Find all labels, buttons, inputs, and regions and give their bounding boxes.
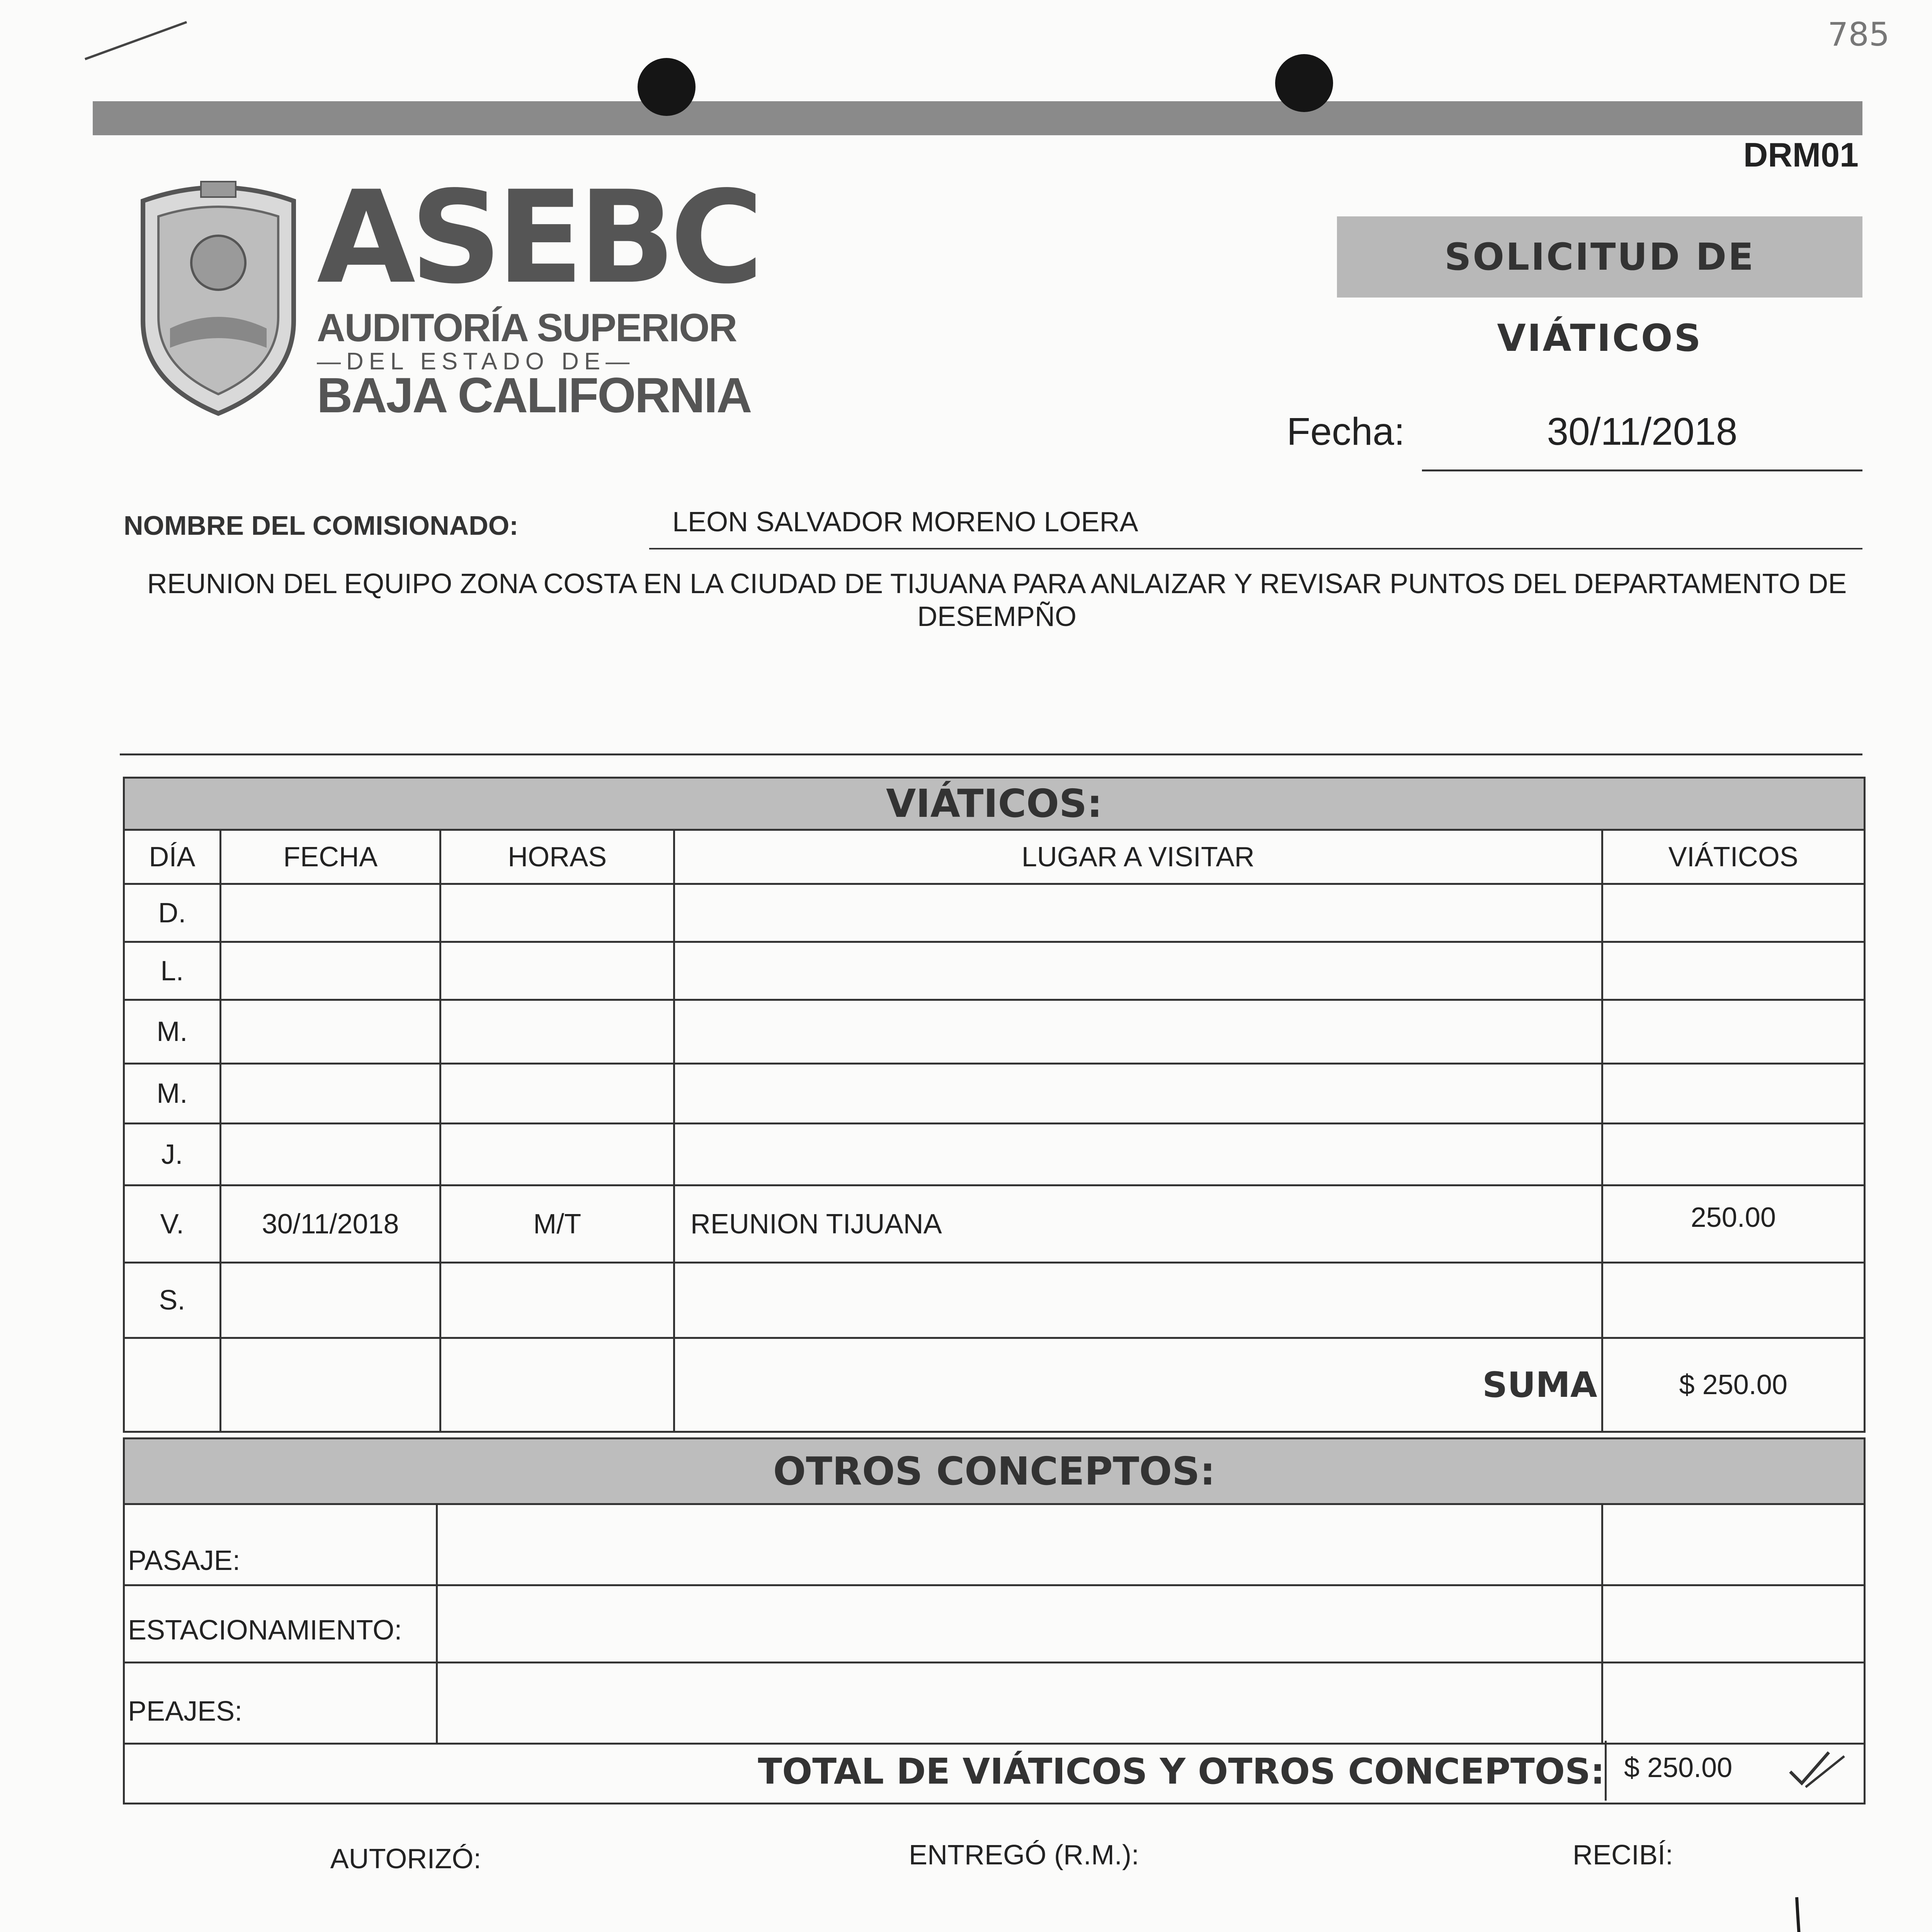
col-header-fecha: FECHA	[220, 830, 440, 884]
table-row	[124, 884, 1865, 942]
cell-fecha	[220, 1263, 440, 1338]
peajes-value	[1602, 1663, 1864, 1744]
descripcion-underline	[120, 753, 1862, 755]
cell-dia: M.	[124, 1000, 221, 1064]
fecha-label: Fecha:	[1287, 410, 1405, 453]
cell-horas	[440, 1000, 674, 1064]
cell-horas	[440, 1263, 674, 1338]
cell-fecha	[220, 942, 440, 1000]
table-row	[124, 1124, 1865, 1185]
cell-dia: D.	[124, 884, 221, 942]
cell-horas	[440, 1124, 674, 1185]
pasaje-desc	[437, 1504, 1602, 1585]
suma-label: SUMA	[674, 1338, 1602, 1432]
check-mark-icon	[1786, 1748, 1848, 1791]
cell-dia: V.	[124, 1185, 221, 1263]
table-row	[124, 1000, 1865, 1064]
viaticos-title: VIÁTICOS:	[125, 779, 1864, 829]
otros-section	[123, 1437, 1866, 1804]
cell-fecha: 30/11/2018	[220, 1185, 440, 1263]
table-row	[124, 1263, 1865, 1338]
cell-fecha	[220, 1124, 440, 1185]
col-header-horas: HORAS	[440, 830, 674, 884]
descripcion-line-2: DESEMPÑO	[917, 601, 1077, 632]
table-row	[124, 1504, 1865, 1585]
descripcion-line-1: REUNION DEL EQUIPO ZONA COSTA EN LA CIUDAD DE TIJUANA PARA ANLAIZAR Y REVISAR PUNTOS DEL DEPARTAMENTO DE	[147, 568, 1847, 599]
viaticos-section	[123, 777, 1866, 1433]
total-divider	[1605, 1741, 1607, 1801]
cell-viaticos	[1602, 942, 1865, 1000]
cell-lugar	[674, 1124, 1602, 1185]
cell-lugar	[674, 1064, 1602, 1124]
col-header-lugar: LUGAR A VISITAR	[674, 830, 1602, 884]
fecha-value: 30/11/2018	[1547, 410, 1738, 453]
comisionado-label: NOMBRE DEL COMISIONADO:	[124, 510, 519, 541]
cell-lugar	[674, 1263, 1602, 1338]
logo-line-3: BAJA CALIFORNIA	[317, 368, 751, 423]
cell-dia: S.	[124, 1263, 221, 1338]
pasaje-value	[1602, 1504, 1864, 1585]
cell-dia: M.	[124, 1064, 221, 1124]
cell-horas	[440, 884, 674, 942]
cell-lugar	[674, 884, 1602, 942]
cell-lugar: REUNION TIJUANA	[674, 1185, 1602, 1263]
total-value: $ 250.00	[1624, 1752, 1733, 1783]
signature-leon-icon	[1430, 1893, 1893, 1932]
empty-cell	[124, 1338, 221, 1432]
recibi-label: RECIBÍ:	[1572, 1840, 1673, 1871]
autorizo-label: AUTORIZÓ:	[330, 1844, 481, 1874]
cell-dia: L.	[124, 942, 221, 1000]
cell-lugar	[674, 942, 1602, 1000]
table-row	[124, 1663, 1865, 1744]
cell-horas	[440, 1064, 674, 1124]
state-seal-icon	[128, 166, 309, 421]
comisionado-underline	[649, 548, 1862, 549]
empty-cell	[220, 1338, 440, 1432]
cell-fecha	[220, 1000, 440, 1064]
cell-viaticos	[1602, 1000, 1865, 1064]
viaticos-table	[123, 829, 1866, 1433]
table-row	[124, 1064, 1865, 1124]
viaticos-header-row	[124, 830, 1865, 884]
cell-viaticos	[1602, 884, 1865, 942]
logo-line-2: —DEL ESTADO DE—	[317, 348, 635, 375]
estacionamiento-label: ESTACIONAMIENTO:	[124, 1585, 437, 1663]
cell-dia: J.	[124, 1124, 221, 1185]
table-row	[124, 942, 1865, 1000]
cell-fecha	[220, 1064, 440, 1124]
peajes-desc	[437, 1663, 1602, 1744]
cell-horas	[440, 942, 674, 1000]
estacionamiento-value	[1602, 1585, 1864, 1663]
col-header-viaticos: VIÁTICOS	[1602, 830, 1865, 884]
cell-lugar	[674, 1000, 1602, 1064]
suma-row	[124, 1338, 1865, 1432]
cell-viaticos: 250.00	[1602, 1185, 1865, 1263]
suma-value: $ 250.00	[1602, 1338, 1865, 1432]
empty-cell	[440, 1338, 674, 1432]
logo-wordmark: ASEBC	[317, 163, 759, 312]
otros-title: OTROS CONCEPTOS:	[125, 1439, 1864, 1503]
form-code: DRM01	[1743, 136, 1859, 174]
punch-hole	[1275, 54, 1333, 112]
entrego-label: ENTREGÓ (R.M.):	[909, 1840, 1139, 1871]
table-row	[124, 1185, 1865, 1263]
total-label: TOTAL DE VIÁTICOS Y OTROS CONCEPTOS:	[758, 1751, 1605, 1792]
logo-line-1: AUDITORÍA SUPERIOR	[317, 306, 737, 350]
top-bar	[93, 101, 1862, 135]
cell-viaticos	[1602, 1064, 1865, 1124]
punch-hole	[638, 58, 696, 116]
fecha-underline	[1422, 469, 1862, 471]
table-row	[124, 1585, 1865, 1663]
peajes-label: PEAJES:	[124, 1663, 437, 1744]
pasaje-label: PASAJE:	[124, 1504, 437, 1585]
col-header-dia: DÍA	[124, 830, 221, 884]
page-number: 785	[1828, 15, 1890, 53]
cell-horas: M/T	[440, 1185, 674, 1263]
comisionado-value: LEON SALVADOR MORENO LOERA	[672, 507, 1138, 537]
estacionamiento-desc	[437, 1585, 1602, 1663]
cell-viaticos	[1602, 1124, 1865, 1185]
cell-fecha	[220, 884, 440, 942]
otros-table	[123, 1503, 1866, 1745]
pen-mark	[85, 21, 187, 60]
form-title: SOLICITUD DE VIÁTICOS	[1444, 235, 1755, 360]
cell-viaticos	[1602, 1263, 1865, 1338]
